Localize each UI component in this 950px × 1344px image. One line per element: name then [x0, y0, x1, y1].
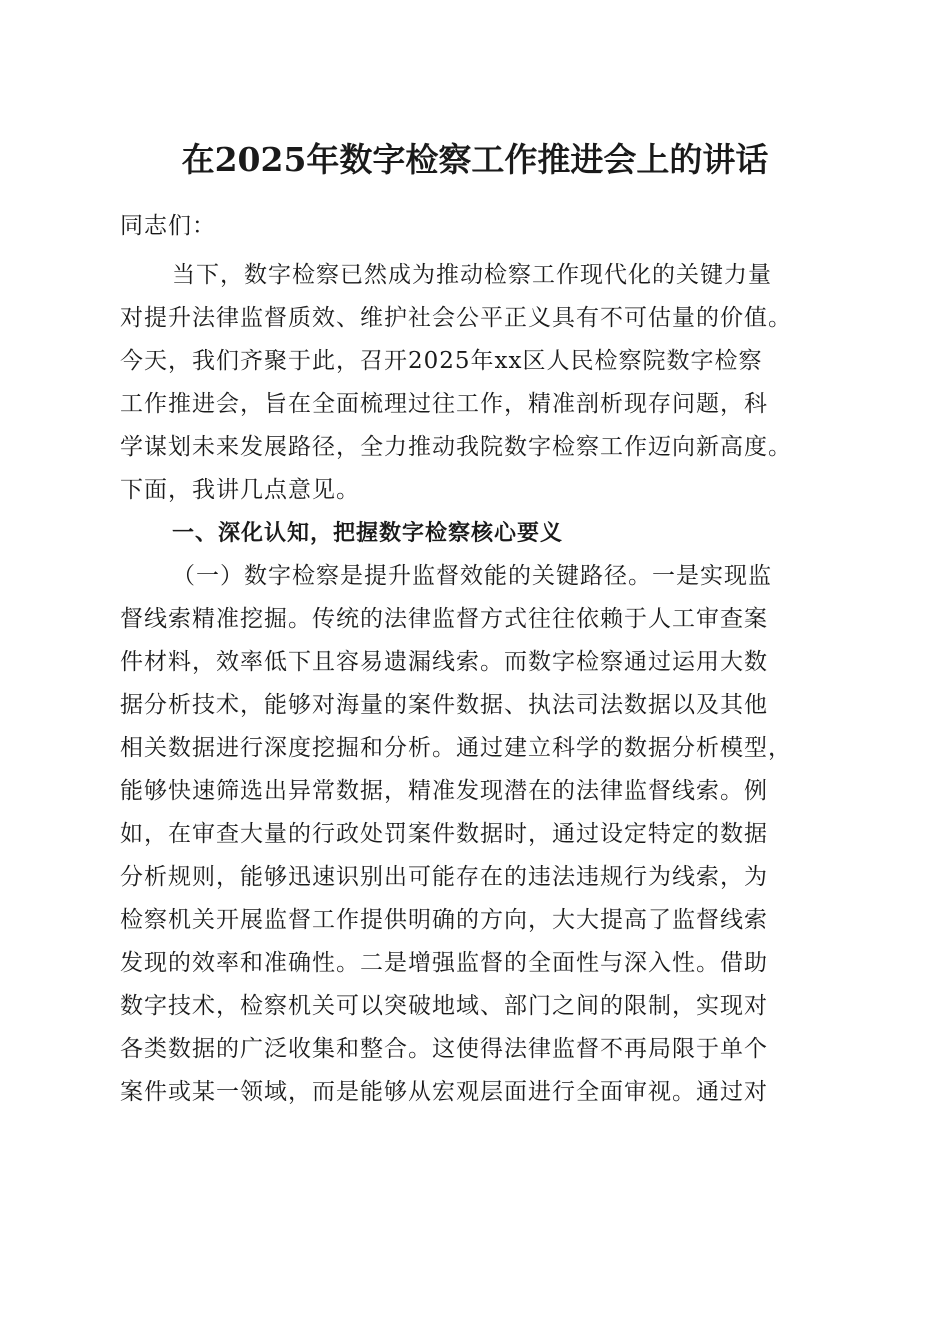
paragraph-line: 工作推进会，旨在全面梳理过往工作，精准剖析现存问题，科: [120, 391, 768, 417]
paragraph-line: 学谋划未来发展路径，全力推动我院数字检察工作迈向新高度。: [120, 434, 792, 460]
paragraph-line: 对提升法律监督质效、维护社会公平正义具有不可估量的价值。: [120, 305, 792, 331]
paragraph-line: 督线索精准挖掘。传统的法律监督方式往往依赖于人工审查案: [120, 606, 768, 632]
document-body: [120, 206, 840, 1114]
paragraph-line: 案件或某一领域，而是能够从宏观层面进行全面审视。通过对: [120, 1079, 768, 1105]
paragraph-line: 数字技术，检察机关可以突破地域、部门之间的限制，实现对: [120, 993, 768, 1019]
paragraph-line: （一）数字检察是提升监督效能的关键路径。一是实现监: [172, 563, 772, 589]
section-heading: 一、深化认知，把握数字检察核心要义: [172, 521, 564, 546]
paragraph-line: 能够快速筛选出异常数据，精准发现潜在的法律监督线索。例: [120, 778, 768, 804]
paragraph-line: 据分析技术，能够对海量的案件数据、执法司法数据以及其他: [120, 692, 768, 718]
paragraph-line: 今天，我们齐聚于此，召开2025年xx区人民检察院数字检察: [120, 348, 763, 374]
paragraph-line: 相关数据进行深度挖掘和分析。通过建立科学的数据分析模型，: [120, 735, 792, 761]
paragraph-line: 各类数据的广泛收集和整合。这使得法律监督不再局限于单个: [120, 1036, 768, 1062]
paragraph-line: 发现的效率和准确性。二是增强监督的全面性与深入性。借助: [120, 950, 768, 976]
paragraph-line: 分析规则，能够迅速识别出可能存在的违法违规行为线索，为: [120, 864, 768, 890]
paragraph-line: 件材料，效率低下且容易遗漏线索。而数字检察通过运用大数: [120, 649, 768, 675]
paragraph-line: 检察机关开展监督工作提供明确的方向，大大提高了监督线索: [120, 907, 768, 933]
paragraph-line: 当下，数字检察已然成为推动检察工作现代化的关键力量: [172, 262, 772, 288]
paragraph-line: 下面，我讲几点意见。: [120, 477, 360, 503]
salutation: 同志们：: [120, 213, 216, 239]
document-title: 在2025年数字检察工作推进会上的讲话: [181, 140, 769, 179]
paragraph-line: 如，在审查大量的行政处罚案件数据时，通过设定特定的数据: [120, 821, 768, 847]
